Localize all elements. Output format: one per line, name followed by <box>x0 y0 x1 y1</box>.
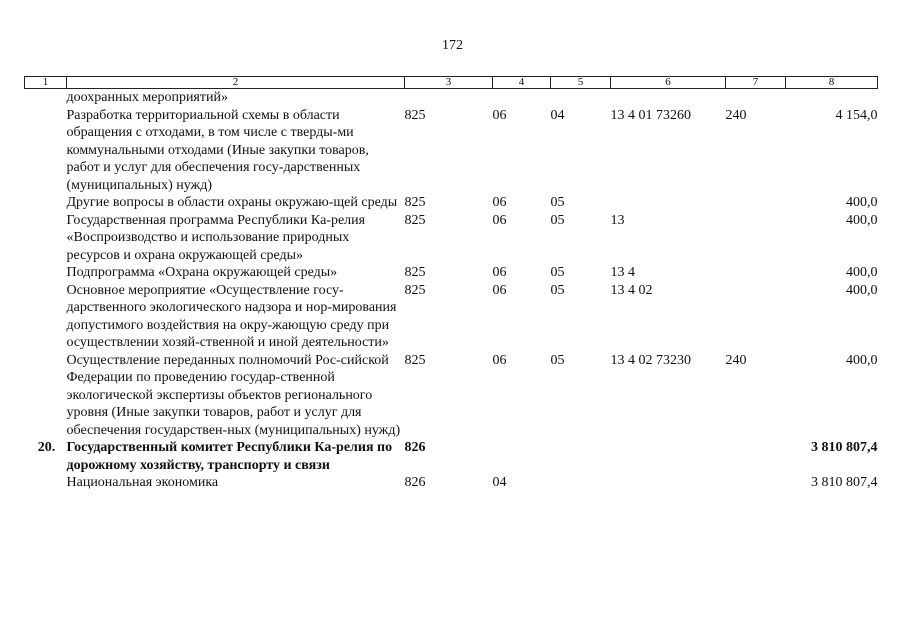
row-amount: 400,0 <box>846 265 878 280</box>
table-row <box>25 264 878 282</box>
row-target-code <box>611 439 726 474</box>
row-ministry-code <box>405 89 493 107</box>
row-target-code <box>611 89 726 107</box>
row-section-code: 06 <box>492 265 507 280</box>
header-col-1: 1 <box>25 77 67 89</box>
row-section-code: 06 <box>492 212 507 228</box>
table-row <box>25 439 878 474</box>
row-subsection-code <box>551 89 611 107</box>
row-ministry-code: 825 <box>404 265 426 280</box>
row-expense-type <box>726 194 786 212</box>
table-row <box>25 474 878 492</box>
row-name: Государственная программа Республики Ка-релия «Воспроизводство и использование природных ресурсов и охрана окружающей среды» <box>66 212 366 263</box>
row-expense-type <box>726 282 786 352</box>
header-col-7: 7 <box>726 77 786 89</box>
row-amount: 400,0 <box>846 282 878 298</box>
budget-table <box>24 76 878 492</box>
row-expense-type: 240 <box>725 107 747 123</box>
row-subsection-code: 05 <box>550 265 565 280</box>
row-section-code <box>493 89 551 107</box>
row-target-code <box>611 474 726 492</box>
table-row <box>25 89 878 107</box>
row-ministry-code: 825 <box>404 212 426 228</box>
row-ministry-code: 825 <box>404 352 426 368</box>
header-col-3: 3 <box>405 77 493 89</box>
table-row <box>25 212 878 265</box>
row-ministry-code: 825 <box>404 195 426 210</box>
row-target-code: 13 4 02 73230 <box>610 352 691 368</box>
row-number <box>25 352 67 440</box>
row-number <box>25 474 67 492</box>
table-row <box>25 282 878 352</box>
row-subsection-code: 04 <box>550 107 565 123</box>
header-row <box>25 77 878 89</box>
row-expense-type <box>726 89 786 107</box>
row-amount: 3 810 807,4 <box>811 440 878 455</box>
row-expense-type <box>726 212 786 265</box>
page-number: 172 <box>442 38 463 53</box>
header-col-2: 2 <box>67 77 405 89</box>
row-ministry-code: 826 <box>404 475 426 490</box>
header-col-5: 5 <box>551 77 611 89</box>
row-number <box>25 212 67 265</box>
header-col-8: 8 <box>786 77 878 89</box>
table-row <box>25 352 878 440</box>
row-number <box>25 282 67 352</box>
row-expense-type <box>726 264 786 282</box>
header-col-6: 6 <box>611 77 726 89</box>
row-number: 20. <box>37 440 56 455</box>
row-section-code: 06 <box>492 107 507 123</box>
row-target-code: 13 4 01 73260 <box>610 107 691 123</box>
row-target-code <box>611 194 726 212</box>
row-section-code: 04 <box>492 475 507 490</box>
row-name: доохранных мероприятий» <box>66 90 228 105</box>
row-section-code: 06 <box>492 195 507 210</box>
row-subsection-code: 05 <box>550 212 565 228</box>
row-target-code: 13 4 02 <box>610 282 653 298</box>
row-target-code: 13 4 <box>610 265 635 280</box>
row-amount: 4 154,0 <box>835 107 878 123</box>
row-number <box>25 264 67 282</box>
row-subsection-code: 05 <box>550 282 565 298</box>
row-subsection-code <box>551 474 611 492</box>
row-number <box>25 107 67 195</box>
row-name: Национальная экономика <box>66 475 219 490</box>
row-amount: 400,0 <box>846 352 878 368</box>
row-section-code <box>493 439 551 474</box>
table-row <box>25 194 878 212</box>
row-section-code: 06 <box>492 352 507 368</box>
row-subsection-code <box>551 439 611 474</box>
row-number <box>25 89 67 107</box>
row-ministry-code: 826 <box>404 440 426 455</box>
row-ministry-code: 825 <box>404 107 426 123</box>
row-amount: 400,0 <box>846 212 878 228</box>
table-row <box>25 107 878 195</box>
row-expense-type: 240 <box>725 352 747 368</box>
row-ministry-code: 825 <box>404 282 426 298</box>
row-expense-type <box>726 474 786 492</box>
row-subsection-code: 05 <box>550 195 565 210</box>
row-amount <box>786 89 878 107</box>
row-section-code: 06 <box>492 282 507 298</box>
row-amount: 400,0 <box>846 195 878 210</box>
header-col-4: 4 <box>493 77 551 89</box>
row-name: Государственный комитет Республики Ка-релия по дорожному хозяйству, транспорту и связи <box>66 440 393 473</box>
row-name: Подпрограмма «Охрана окружающей среды» <box>66 265 338 280</box>
row-name: Разработка территориальной схемы в области обращения с отходами, в том числе с тверды-ми коммунальными отходами (Иные закупки товаров, работ и услуг для обеспечения госу-дарственных (муниципальных) нужд) <box>66 107 369 193</box>
row-target-code: 13 <box>610 212 625 228</box>
row-amount: 3 810 807,4 <box>811 475 878 490</box>
row-name: Другие вопросы в области охраны окружаю-щей среды <box>66 195 398 210</box>
row-name: Основное мероприятие «Осуществление госу-дарственного экологического надзора и нор-мирования допустимого воздействия на окру-жающую среду при осуществлении хозяй-ственной и иной деятельности» <box>66 282 397 350</box>
row-subsection-code: 05 <box>550 352 565 368</box>
row-expense-type <box>726 439 786 474</box>
row-number <box>25 194 67 212</box>
row-name: Осуществление переданных полномочий Рос-сийской Федерации по проведению государ-ственной экологической экспертизы объектов регионального уровня (Иные закупки товаров, работ и услуг для обеспечения государствен-ных (муниципальных) нужд) <box>66 352 401 438</box>
